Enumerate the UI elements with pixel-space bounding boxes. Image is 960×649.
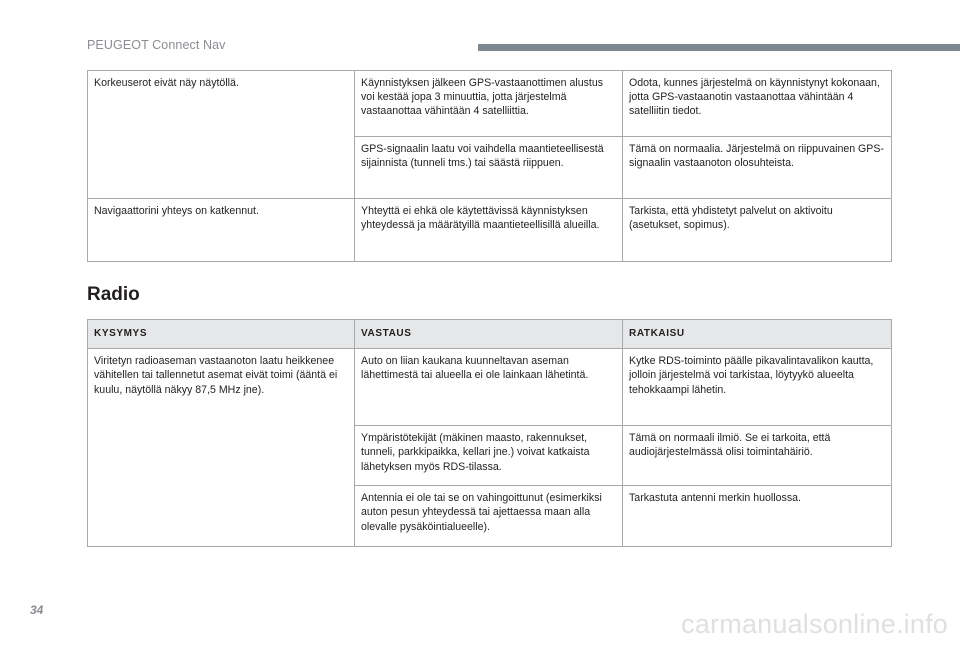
solution-cell: Tämä on normaalia. Järjestelmä on riippuvainen GPS-signaalin vastaanoton olosuhteista.: [623, 137, 892, 199]
solution-cell: Odota, kunnes järjestelmä on käynnistynyt kokonaan, jotta GPS-vastaanotin vastaanottaa vähintään 4 satelliitin tiedot.: [623, 71, 892, 137]
question-cell: Navigaattorini yhteys on katkennut.: [88, 199, 355, 262]
radio-section-title: Radio: [87, 284, 140, 305]
table-row: [88, 199, 892, 262]
table-row: [88, 71, 892, 137]
table-header-row: [88, 320, 892, 349]
answer-cell: Antennia ei ole tai se on vahingoittunut (esimerkiksi auton pesun yhteydessä tai ajettaessa maan alla olevalle pysäköintialueelle).: [355, 486, 623, 547]
solution-cell: Tarkastuta antenni merkin huollossa.: [623, 486, 892, 547]
question-cell: Korkeuserot eivät näy näytöllä.: [88, 71, 355, 199]
page-number: 34: [30, 603, 44, 617]
gps-troubleshooting-table: [87, 70, 892, 262]
solution-cell: Tarkista, että yhdistetyt palvelut on aktivoitu (asetukset, sopimus).: [623, 199, 892, 262]
table-row: [88, 349, 892, 426]
answer-cell: Auto on liian kaukana kuunneltavan aseman lähettimestä tai alueella ei ole lainkaan lähetintä.: [355, 349, 623, 426]
solution-cell: Tämä on normaali ilmiö. Se ei tarkoita, että audiojärjestelmässä olisi toimintahäiriö.: [623, 426, 892, 486]
answer-cell: Yhteyttä ei ehkä ole käytettävissä käynnistyksen yhteydessä ja määrätyillä maantieteellisillä alueilla.: [355, 199, 623, 262]
document-header-title: PEUGEOT Connect Nav: [87, 38, 226, 52]
solution-cell: Kytke RDS-toiminto päälle pikavalintavalikon kautta, jolloin järjestelmä voi tarkistaa, löytyykö alueelta tehokkaampi lähetin.: [623, 349, 892, 426]
radio-troubleshooting-table: [87, 319, 892, 547]
answer-cell: Ympäristötekijät (mäkinen maasto, rakennukset, tunneli, parkkipaikka, kellari jne.) voivat katkaista lähetyksen myös RDS-tilassa.: [355, 426, 623, 486]
question-cell: Viritetyn radioaseman vastaanoton laatu heikkenee vähitellen tai tallennetut asemat eivät toimi (ääntä ei kuulu, näytöllä näkyy 87,5 MHz jne).: [88, 349, 355, 547]
column-header-question: KYSYMYS: [88, 320, 355, 349]
answer-cell: Käynnistyksen jälkeen GPS-vastaanottimen alustus voi kestää jopa 3 minuuttia, jotta järjestelmä vastaanottaa vähintään 4 satelliittia.: [355, 71, 623, 137]
watermark-text: carmanualsonline.info: [681, 609, 948, 639]
answer-cell: GPS-signaalin laatu voi vaihdella maantieteellisestä sijainnista (tunneli tms.) tai säästä riippuen.: [355, 137, 623, 199]
column-header-answer: VASTAUS: [355, 320, 623, 349]
column-header-solution: RATKAISU: [623, 320, 892, 349]
header-accent-bar: [478, 44, 960, 51]
